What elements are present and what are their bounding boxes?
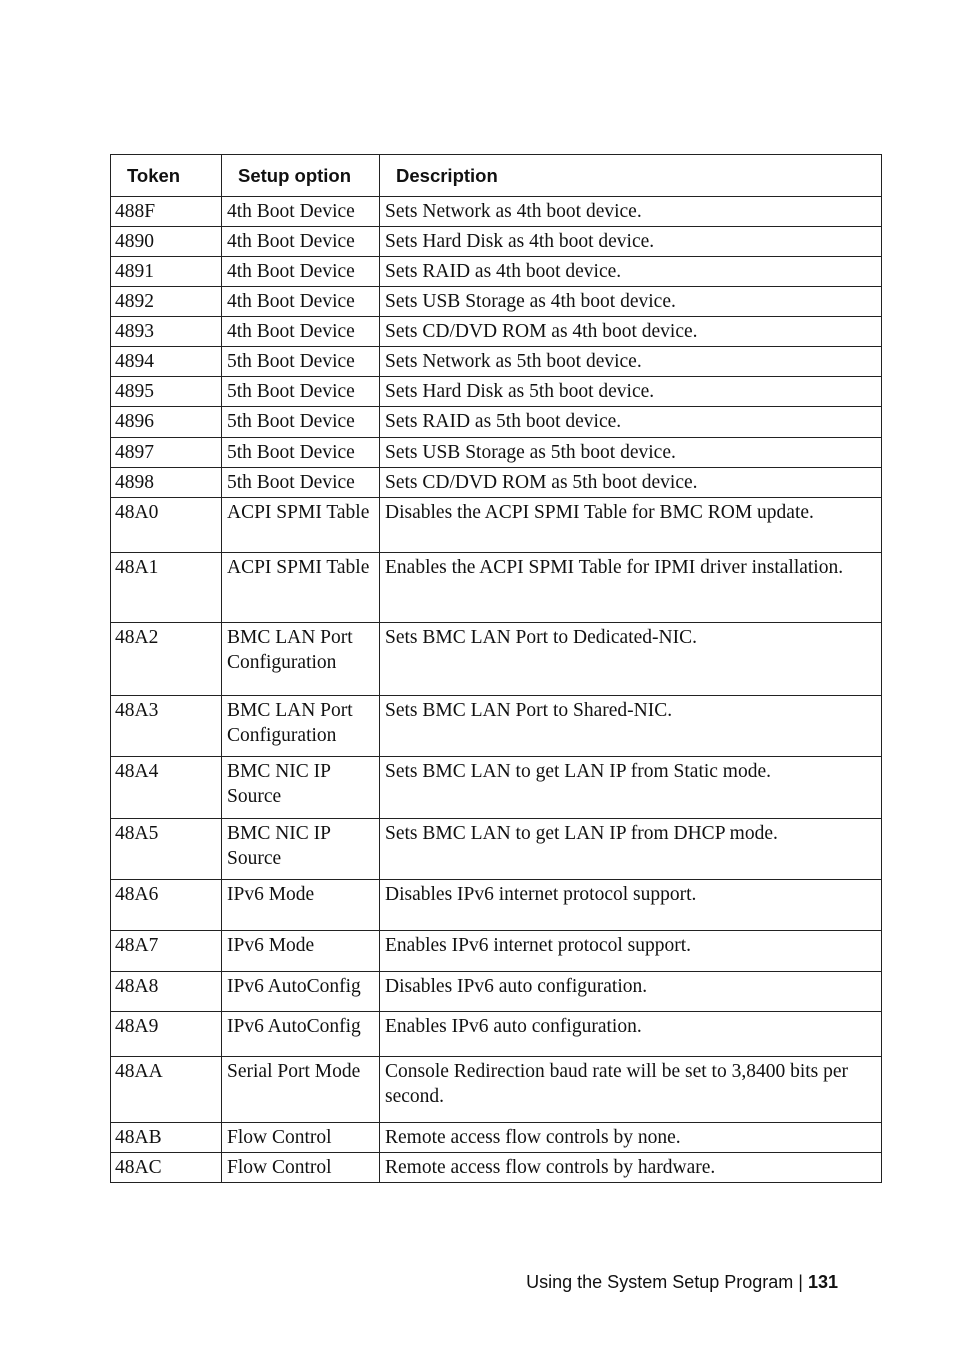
setup-option-cell: ACPI SPMI Table: [222, 498, 380, 553]
table-row: [111, 1012, 882, 1057]
description-cell: Sets BMC LAN Port to Shared-NIC.: [380, 696, 882, 757]
setup-option-cell: BMC NIC IP Source: [222, 757, 380, 819]
page-footer: [526, 1272, 838, 1293]
description-cell: Enables IPv6 internet protocol support.: [380, 931, 882, 972]
description-cell: Disables IPv6 internet protocol support.: [380, 880, 882, 931]
table-row: [111, 227, 882, 257]
setup-option-cell: 4th Boot Device: [222, 227, 380, 257]
description-cell: Sets RAID as 5th boot device.: [380, 407, 882, 438]
description-cell: Remote access flow controls by hardware.: [380, 1153, 882, 1183]
description-cell: Sets Hard Disk as 5th boot device.: [380, 377, 882, 407]
token-cell: 48A9: [111, 1012, 222, 1057]
token-cell: 48A1: [111, 553, 222, 623]
token-cell: 48A0: [111, 498, 222, 553]
setup-option-cell: 4th Boot Device: [222, 257, 380, 287]
token-cell: 48A3: [111, 696, 222, 757]
setup-option-cell: IPv6 Mode: [222, 880, 380, 931]
setup-option-cell: 5th Boot Device: [222, 438, 380, 468]
token-cell: 48AA: [111, 1057, 222, 1123]
token-cell: 4898: [111, 468, 222, 498]
token-cell: 4897: [111, 438, 222, 468]
description-cell: Sets USB Storage as 5th boot device.: [380, 438, 882, 468]
token-cell: 48A8: [111, 972, 222, 1012]
setup-option-cell: IPv6 AutoConfig: [222, 972, 380, 1012]
description-cell: Disables IPv6 auto configuration.: [380, 972, 882, 1012]
description-cell: Sets CD/DVD ROM as 4th boot device.: [380, 317, 882, 347]
table-row: [111, 287, 882, 317]
table-row: [111, 696, 882, 757]
token-cell: 48A7: [111, 931, 222, 972]
table-row: [111, 1123, 882, 1153]
setup-option-cell: Flow Control: [222, 1153, 380, 1183]
setup-option-cell: 5th Boot Device: [222, 468, 380, 498]
setup-option-cell: Flow Control: [222, 1123, 380, 1153]
setup-option-cell: 4th Boot Device: [222, 287, 380, 317]
token-cell: 48AB: [111, 1123, 222, 1153]
description-cell: Remote access flow controls by none.: [380, 1123, 882, 1153]
token-cell: 48A5: [111, 819, 222, 880]
token-cell: 48A2: [111, 623, 222, 696]
description-cell: Sets CD/DVD ROM as 5th boot device.: [380, 468, 882, 498]
table-row: [111, 257, 882, 287]
setup-option-cell: BMC LAN Port Configuration: [222, 623, 380, 696]
header-setup-option: Setup option: [222, 155, 380, 197]
table-row: [111, 468, 882, 498]
setup-option-cell: 5th Boot Device: [222, 347, 380, 377]
token-cell: 4895: [111, 377, 222, 407]
token-cell: 4894: [111, 347, 222, 377]
setup-option-cell: 4th Boot Device: [222, 197, 380, 227]
description-cell: Sets BMC LAN to get LAN IP from DHCP mode.: [380, 819, 882, 880]
footer-section-title: Using the System Setup Program: [526, 1272, 794, 1292]
table-row: [111, 819, 882, 880]
table-row: [111, 623, 882, 696]
setup-option-cell: 4th Boot Device: [222, 317, 380, 347]
setup-token-table: [110, 154, 882, 1183]
token-cell: 4896: [111, 407, 222, 438]
token-cell: 48A4: [111, 757, 222, 819]
description-cell: Sets Network as 5th boot device.: [380, 347, 882, 377]
table-body: [111, 197, 882, 1183]
table-row: [111, 377, 882, 407]
footer-separator: |: [798, 1272, 803, 1292]
token-cell: 48A6: [111, 880, 222, 931]
description-cell: Console Redirection baud rate will be set to 3,8400 bits per second.: [380, 1057, 882, 1123]
token-cell: 488F: [111, 197, 222, 227]
description-cell: Enables IPv6 auto configuration.: [380, 1012, 882, 1057]
description-cell: Sets BMC LAN Port to Dedicated-NIC.: [380, 623, 882, 696]
description-cell: Sets RAID as 4th boot device.: [380, 257, 882, 287]
token-cell: 4891: [111, 257, 222, 287]
table-row: [111, 931, 882, 972]
table-row: [111, 1057, 882, 1123]
setup-option-cell: ACPI SPMI Table: [222, 553, 380, 623]
setup-option-cell: IPv6 Mode: [222, 931, 380, 972]
table-row: [111, 880, 882, 931]
header-description: Description: [380, 155, 882, 197]
setup-option-cell: Serial Port Mode: [222, 1057, 380, 1123]
table-row: [111, 438, 882, 468]
table-row: [111, 317, 882, 347]
table-row: [111, 347, 882, 377]
table-row: [111, 757, 882, 819]
table-row: [111, 972, 882, 1012]
table-row: [111, 197, 882, 227]
description-cell: Sets USB Storage as 4th boot device.: [380, 287, 882, 317]
token-cell: 4892: [111, 287, 222, 317]
setup-option-cell: IPv6 AutoConfig: [222, 1012, 380, 1057]
token-cell: 4890: [111, 227, 222, 257]
page-number: 131: [807, 1272, 838, 1292]
setup-option-cell: BMC LAN Port Configuration: [222, 696, 380, 757]
token-cell: 48AC: [111, 1153, 222, 1183]
description-cell: Enables the ACPI SPMI Table for IPMI driver installation.: [380, 553, 882, 623]
setup-option-cell: 5th Boot Device: [222, 377, 380, 407]
table-header-row: [111, 155, 882, 197]
table-row: [111, 498, 882, 553]
table-row: [111, 1153, 882, 1183]
setup-option-cell: 5th Boot Device: [222, 407, 380, 438]
table-row: [111, 407, 882, 438]
description-cell: Sets BMC LAN to get LAN IP from Static mode.: [380, 757, 882, 819]
description-cell: Disables the ACPI SPMI Table for BMC ROM update.: [380, 498, 882, 553]
token-cell: 4893: [111, 317, 222, 347]
description-cell: Sets Network as 4th boot device.: [380, 197, 882, 227]
table-row: [111, 553, 882, 623]
setup-option-cell: BMC NIC IP Source: [222, 819, 380, 880]
description-cell: Sets Hard Disk as 4th boot device.: [380, 227, 882, 257]
header-token: Token: [111, 155, 222, 197]
